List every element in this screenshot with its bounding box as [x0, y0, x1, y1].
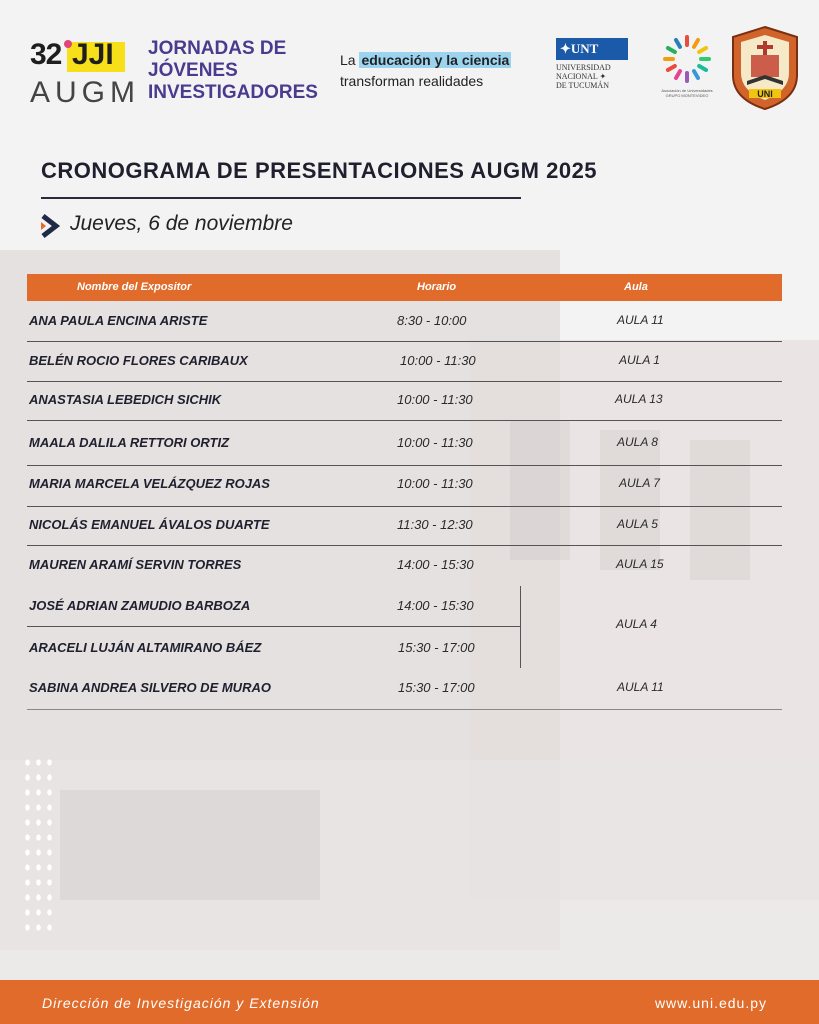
- footer-bar: [0, 980, 819, 1024]
- schedule-date: Jueves, 6 de noviembre: [70, 212, 293, 235]
- lema-text: La educación y la ciencia transforman realidades: [340, 52, 510, 89]
- footer-department: Dirección de Investigación y Extensión: [42, 995, 320, 1011]
- jji-augm-logo: [30, 38, 140, 109]
- jornadas-title: JORNADAS DE JÓVENES INVESTIGADORES: [148, 38, 318, 103]
- page-title: CRONOGRAMA DE PRESENTACIONES AUGM 2025: [41, 158, 598, 183]
- title-divider: [41, 197, 521, 199]
- chevron-right-icon: [40, 214, 62, 238]
- footer-website-link[interactable]: www.uni.edu.py: [654, 995, 767, 1011]
- uni-shield-logo: [729, 25, 801, 111]
- logo-jji: JJI: [72, 38, 114, 71]
- grupo-montevideo-logo: Asociación de Universidades GRUPO MONTEVIDEO: [655, 30, 719, 102]
- logo-augm: AUGM: [30, 76, 140, 109]
- header-time: Horario: [417, 281, 457, 293]
- unt-logo: ✦UNT UNIVERSIDAD NACIONAL ✦ DE TUCUMÁN: [556, 38, 628, 90]
- header-name: Nombre del Expositor: [77, 281, 192, 293]
- svg-text:UNI: UNI: [757, 89, 773, 99]
- table-header: [27, 274, 782, 301]
- logo-number: 32: [30, 38, 62, 71]
- header-room: Aula: [624, 281, 648, 293]
